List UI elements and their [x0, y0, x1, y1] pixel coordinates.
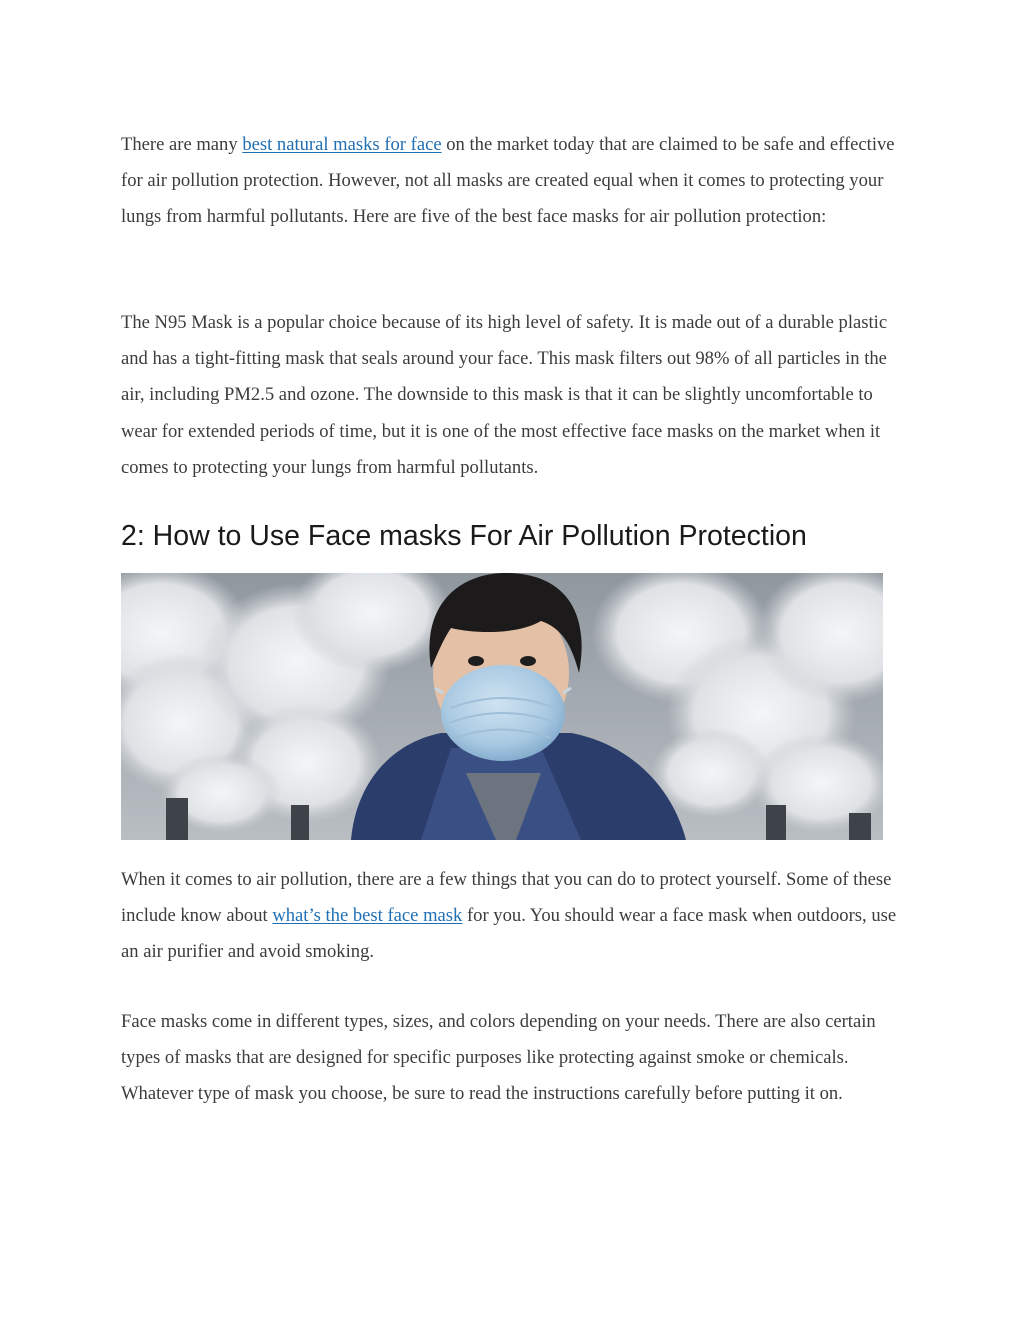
- usage-text-end: for you. You should wear a face mask when outdoors, use an air purifier and avoid smoking.: [121, 905, 897, 963]
- mask-types-paragraph: Face masks come in different types, sizes, and colors depending on your needs. There are also certain types of masks that are designed for specific purposes like protecting against smoke or chemicals. Whatever type of mask you choose, be sure to read the instructions carefully before putting it on.: [121, 1011, 876, 1105]
- photo-illustration: [121, 573, 883, 840]
- intro-text-end: on the market today that are claimed to be safe and effective for air pollution protection. However, not all masks are created equal when it comes to protecting your lungs from harmful pollutants. Here are five of the best face masks for air pollution protection:: [121, 134, 895, 228]
- n95-paragraph: The N95 Mask is a popular choice because of its high level of safety. It is made out of a durable plastic and has a tight-fitting mask that seals around your face. This mask filters out 98% of all particles in the air, including PM2.5 and ozone. The downside to this mask is that it can be slightly uncomfortable to wear for extended periods of time, but it is one of the most effective face masks on the market when it comes to protecting your lungs from harmful pollutants.: [121, 312, 888, 478]
- child-face-mask-photo: [121, 573, 883, 840]
- section-heading: 2: How to Use Face masks For Air Pollution Protection: [121, 520, 807, 552]
- intro-paragraph: [121, 127, 911, 236]
- usage-text-start: When it comes to air pollution, there are a few things that you can do to protect yourself. Some of these include know about: [121, 869, 892, 927]
- best-natural-masks-link[interactable]: best natural masks for face: [242, 134, 442, 155]
- intro-text-start: There are many: [121, 134, 243, 155]
- whats-the-best-face-mask-link[interactable]: what’s the best face mask: [272, 905, 463, 927]
- usage-paragraph: [121, 862, 911, 971]
